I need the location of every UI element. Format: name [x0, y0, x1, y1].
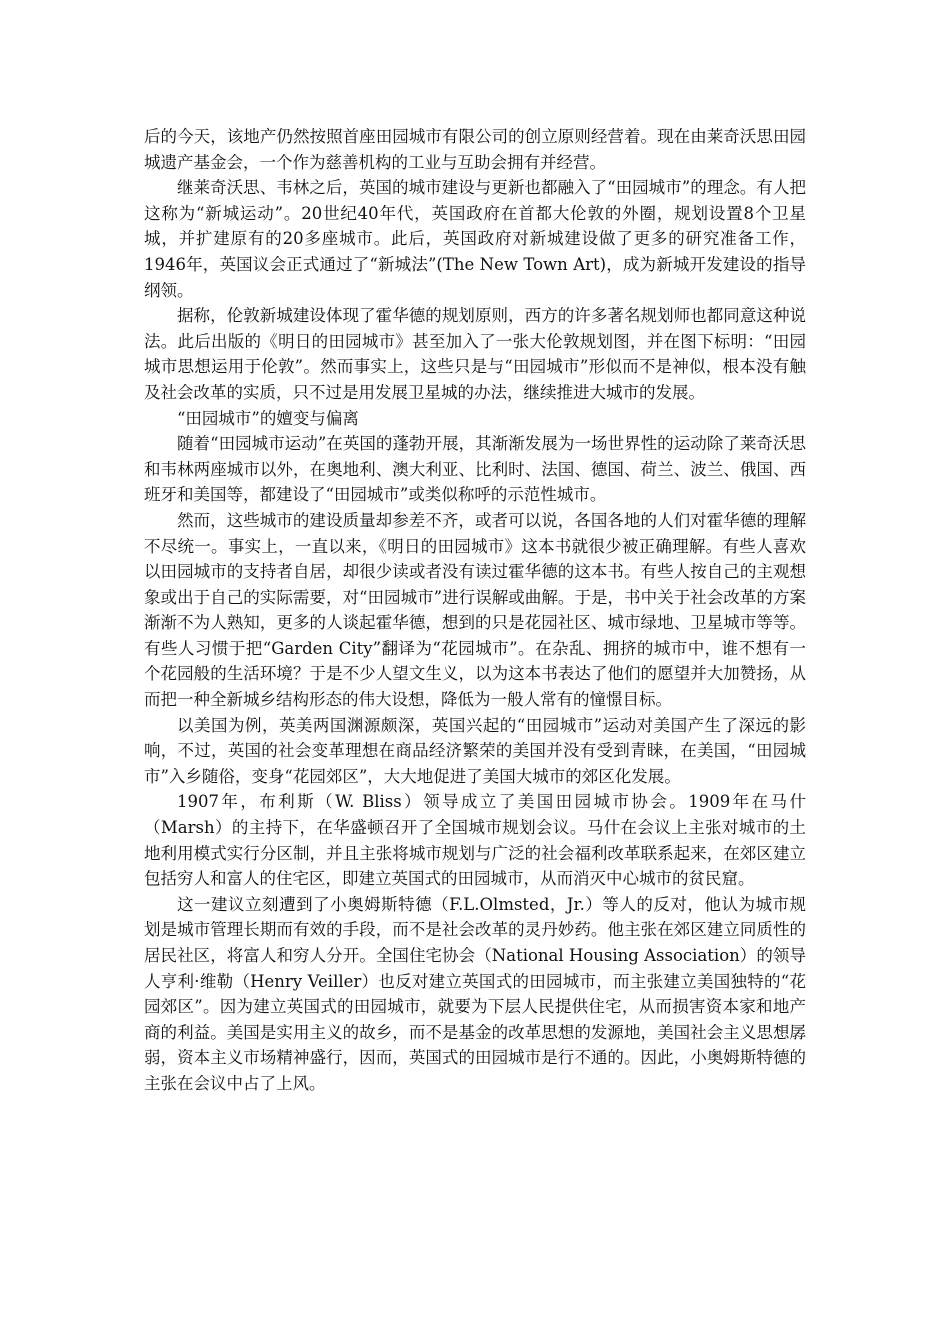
paragraph-olmsted-opposition: 这一建议立刻遭到了小奥姆斯特德（F.L.Olmsted，Jr.）等人的反对，他认为城市规划是城市管理长期而有效的手段，而不是社会改革的灵丹妙药。他主张在郊区建立同质性的居民社区，将富人和穷人分开。全国住宅协会（National Housing Association）的领导人亨利·维勒（Henry Veiller）也反对建立英国式的田园城市，而主张建立美国独特的“花园郊区”。因为建立英国式的田园城市，就要为下层人民提供住宅，从而损害资本家和地产商的利益。美国是实用主义的故乡，而不是基金的改革思想的发源地，美国社会主义思想孱弱，资本主义市场精神盛行，因而，英国式的田园城市是行不通的。因此，小奥姆斯特德的主张在会议中占了上风。 — [144, 894, 806, 1093]
paragraph-1907-association: 1907年，布利斯（W. Bliss）领导成立了美国田园城市协会。1909年在马什（Marsh）的主持下，在华盛顿召开了全国城市规划会议。马什在会议上主张对城市的土地利用模式实行分区制，并且主张将城市规划与广泛的社会福利改革联系起来，在郊区建立包括穷人和富人的住宅区，即建立英国式的田园城市，从而消灭中心城市的贫民窟。 — [144, 792, 806, 889]
paragraph-london-new-towns: 据称，伦敦新城建设体现了霍华德的规划原则，西方的许多著名规划师也都同意这种说法。此后出版的《明日的田园城市》甚至加入了一张大伦敦规划图，并在图下标明：“田园城市思想运用于伦敦”。然而事实上，这些只是与“田园城市”形似而不是神似，根本没有触及社会改革的实质，只不过是用发展卫星城的办法，继续推进大城市的发展。 — [144, 306, 806, 402]
section-heading: “田园城市”的嬗变与偏离 — [177, 408, 359, 428]
paragraph-continuation: 后的今天，该地产仍然按照首座田园城市有限公司的创立原则经营着。现在由莱奇沃思田园城遗产基金会，一个作为慈善机构的工业与互助会拥有并经营。 — [144, 127, 806, 172]
paragraph-new-town-movement: 继莱奇沃思、韦林之后，英国的城市建设与更新也都融入了“田园城市”的理念。有人把这称为“新城运动”。20世纪40年代，英国政府在首都大伦敦的外圈，规划设置8个卫星城，并扩建原有的20多座城市。此后，英国政府对新城建设做了更多的研究准备工作，1946年，英国议会正式通过了“新城法”(The New Town Art)，成为新城开发建设的指导纲领。 — [144, 178, 806, 300]
document-page — [144, 124, 806, 1097]
paragraph-usa-example: 以美国为例，英美两国渊源颇深，英国兴起的“田园城市”运动对美国产生了深远的影响，不过，英国的社会变革理想在商品经济繁荣的美国并没有受到青睐，在美国，“田园城市”入乡随俗，变身“花园郊区”，大大地促进了美国大城市的郊区化发展。 — [144, 715, 806, 786]
paragraph-worldwide-movement: 随着“田园城市运动”在英国的蓬勃开展，其渐渐发展为一场世界性的运动除了莱奇沃思和韦林两座城市以外，在奥地利、澳大利亚、比利时、法国、德国、荷兰、波兰、俄国、西班牙和美国等，都建设了“田园城市”或类似称呼的示范性城市。 — [144, 434, 806, 505]
paragraph-misunderstanding: 然而，这些城市的建设质量却参差不齐，或者可以说，各国各地的人们对霍华德的理解不尽统一。事实上，一直以来，《明日的田园城市》这本书就很少被正确理解。有些人喜欢以田园城市的支持者自居，却很少读或者没有读过霍华德的这本书。有些人按自己的主观想象或出于自己的实际需要，对“田园城市”进行误解或曲解。于是，书中关于社会改革的方案渐渐不为人熟知，更多的人谈起霍华德，想到的只是花园社区、城市绿地、卫星城市等等。有些人习惯于把“Garden City”翻译为“花园城市”。在杂乱、拥挤的城市中，谁不想有一个花园般的生活环境？于是不少人望文生义，以为这本书表达了他们的愿望并大加赞扬，从而把一种全新城乡结构形态的伟大设想，降低为一般人常有的憧憬目标。 — [144, 510, 806, 710]
